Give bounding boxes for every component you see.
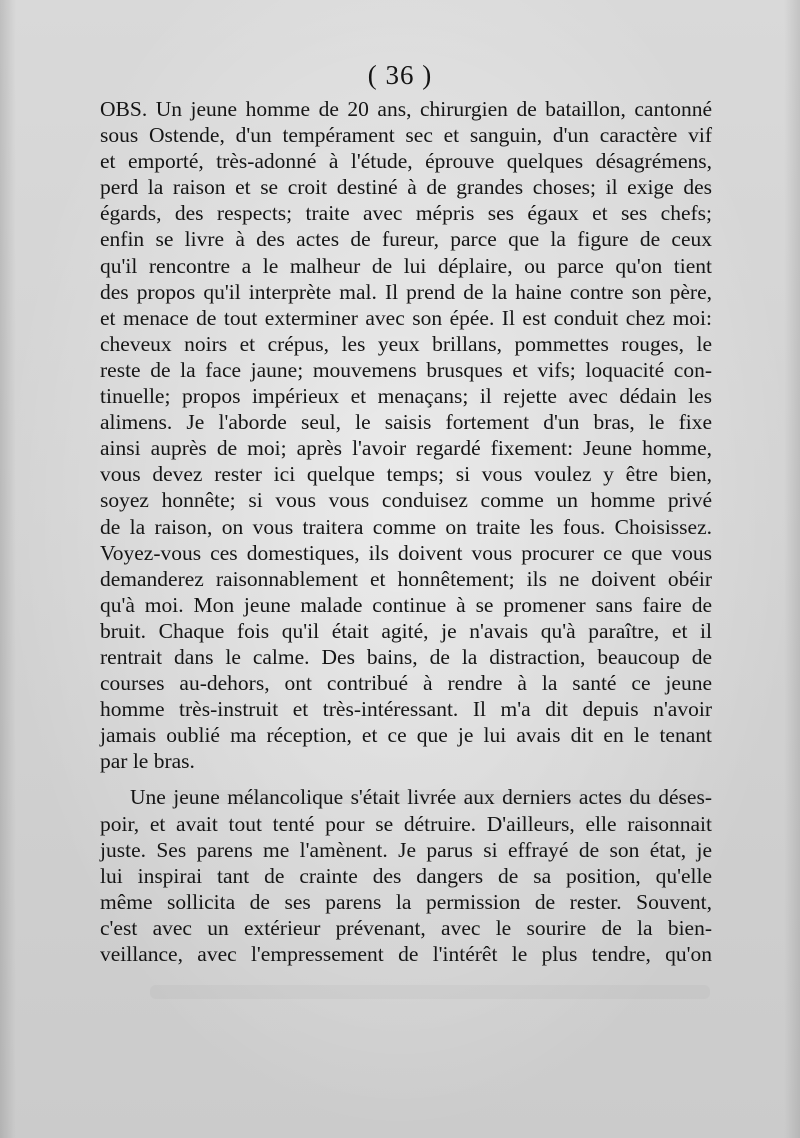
text-line: ainsi auprès de moi; après l'avoir regardé fixement: Jeune homme, <box>100 436 712 461</box>
text-line: veillance, avec l'empressement de l'intérêt le plus tendre, qu'on <box>100 942 712 966</box>
text-line: tinuelle; propos impérieux et menaçans; il rejette avec dédain les <box>100 384 712 409</box>
paragraph-gap <box>100 774 712 784</box>
text-line: des propos qu'il interprète mal. Il prend de la haine contre son père, <box>100 279 712 304</box>
text-line: c'est avec un extérieur prévenant, avec le sourire de la bien- <box>100 915 712 940</box>
text-line: et menace de tout exterminer avec son épée. Il est conduit chez moi: <box>100 305 712 330</box>
text-line: courses au-dehors, ont contribué à rendre à la santé ce jeune <box>100 671 712 696</box>
text-line: égards, des respects; traite avec mépris ses égaux et ses chefs; <box>100 201 712 226</box>
text-line: Voyez-vous ces domestiques, ils doivent vous procurer ce que vous <box>100 540 712 565</box>
text-line: bruit. Chaque fois qu'il était agité, je n'avais qu'à paraître, et il <box>100 618 712 643</box>
text-line: de la raison, on vous traitera comme on traite les fous. Choisissez. <box>100 514 712 539</box>
page-shadow-right <box>784 0 800 1138</box>
text-line: perd la raison et se croit destiné à de grandes choses; il exige des <box>100 175 712 200</box>
text-line: rentrait dans le calme. Des bains, de la distraction, beaucoup de <box>100 644 712 669</box>
text-line: demanderez raisonnablement et honnêtement; ils ne doivent obéir <box>100 566 712 591</box>
text-line: alimens. Je l'aborde seul, le saisis fortement d'un bras, le fixe <box>100 410 712 435</box>
page-number: ( 36 ) <box>367 60 433 90</box>
text-line: même sollicita de ses parens la permission de rester. Souvent, <box>100 889 712 914</box>
text-line: vous devez rester ici quelque temps; si vous voulez y être bien, <box>100 462 712 487</box>
text-line: OBS. Un jeune homme de 20 ans, chirurgien de bataillon, cantonné <box>100 97 712 121</box>
body-text <box>100 96 712 967</box>
text-line: homme très-instruit et très-intéressant. Il m'a dit depuis n'avoir <box>100 697 712 722</box>
text-line: Une jeune mélancolique s'était livrée aux derniers actes du déses- <box>130 785 712 810</box>
text-line: qu'à moi. Mon jeune malade continue à se promener sans faire de <box>100 592 712 617</box>
text-line: cheveux noirs et crépus, les yeux brillans, pommettes rouges, le <box>100 331 712 356</box>
text-line: juste. Ses parens me l'amènent. Je parus si effrayé de son état, je <box>100 837 712 862</box>
text-line: par le bras. <box>100 749 195 774</box>
text-line: soyez honnête; si vous vous conduisez comme un homme privé <box>100 488 712 513</box>
text-line: reste de la face jaune; mouvemens brusques et vifs; loquacité con- <box>100 357 712 382</box>
show-through-mark <box>150 985 710 999</box>
paragraph-observation <box>100 96 712 774</box>
paragraph-melancholic <box>100 784 712 967</box>
text-line: jamais oublié ma réception, et ce que je lui avais dit en le tenant <box>100 723 712 748</box>
text-line: et emporté, très-adonné à l'étude, éprouve quelques désagrémens, <box>100 149 712 174</box>
text-line: poir, et avait tout tenté pour se détruire. D'ailleurs, elle raisonnait <box>100 811 712 836</box>
text-line: sous Ostende, d'un tempérament sec et sanguin, d'un caractère vif <box>100 123 712 148</box>
page-shadow-left <box>0 0 16 1138</box>
text-line: lui inspirai tant de crainte des dangers de sa position, qu'elle <box>100 863 712 888</box>
text-line: qu'il rencontre a le malheur de lui déplaire, ou parce qu'on tient <box>100 253 712 278</box>
text-line: enfin se livre à des actes de fureur, parce que la figure de ceux <box>100 227 712 252</box>
